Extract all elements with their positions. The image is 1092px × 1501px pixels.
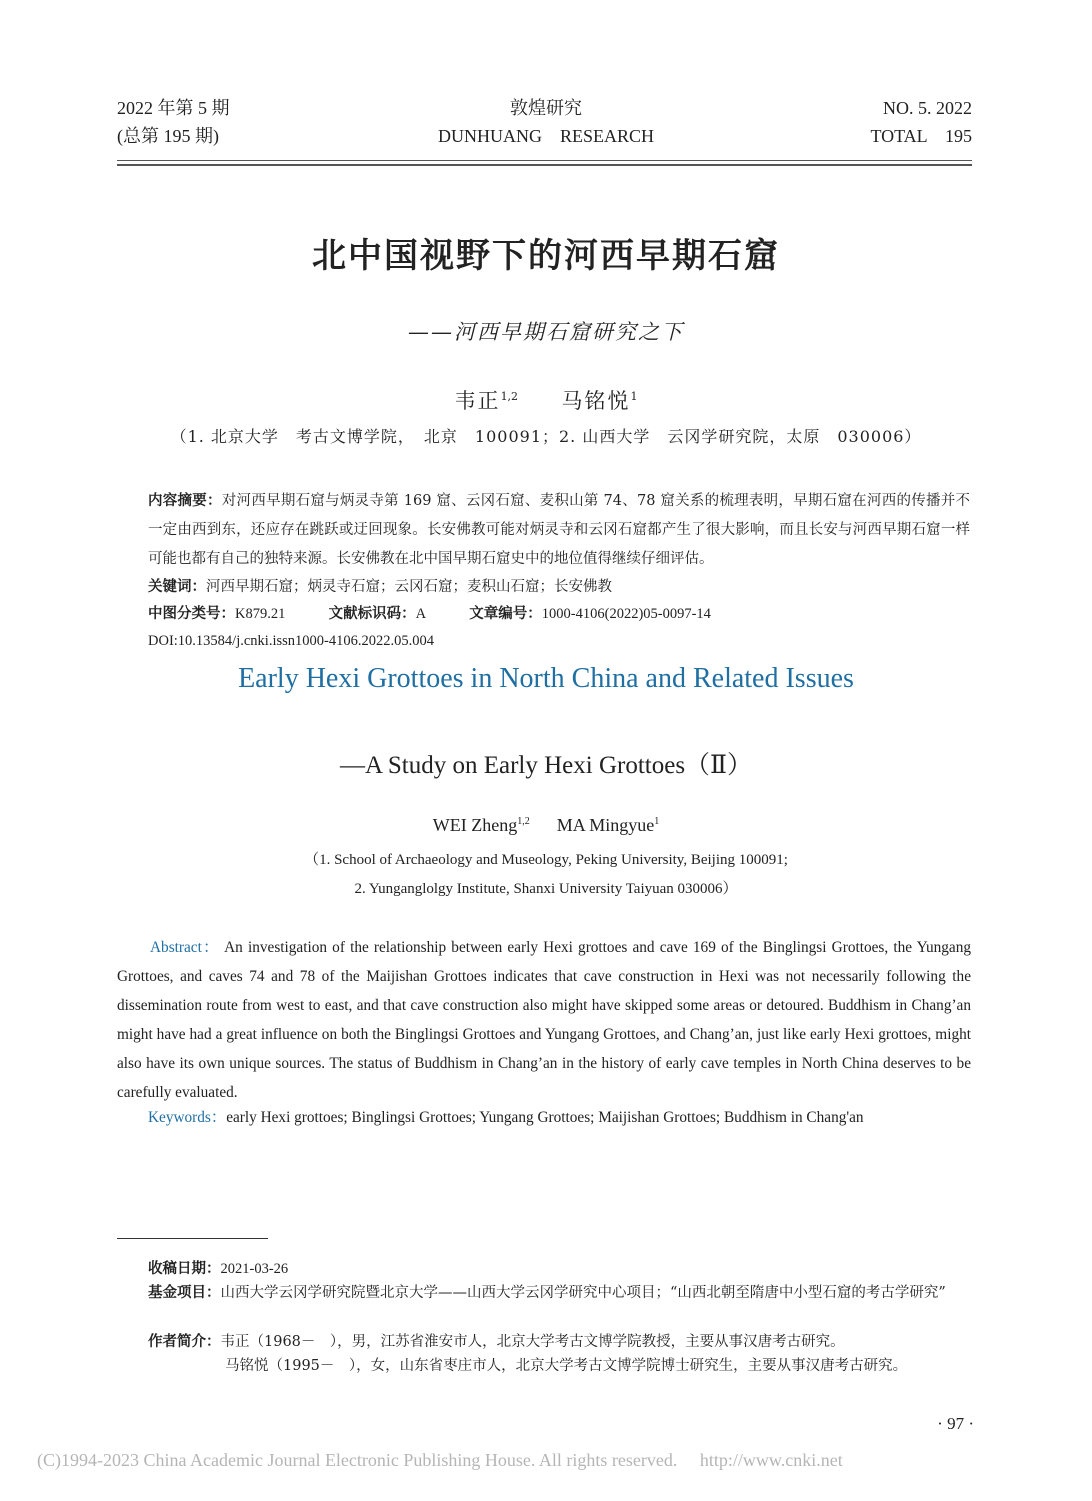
author-2-en: MA Mingyue: [556, 815, 655, 835]
doc-code-value: A: [415, 606, 427, 622]
keywords-cn-text: 河西早期石窟；炳灵寺石窟；云冈石窟；麦积山石窟；长安佛教: [206, 579, 612, 595]
author-2-cn: 马铭悦: [561, 389, 631, 413]
clc-value: K879.21: [235, 606, 286, 622]
authors-cn: [0, 385, 1092, 415]
copyright-watermark: (C)1994-2023 China Academic Journal Electronic Publishing House. All rights reserved. http://www.cnki.net: [37, 1450, 843, 1470]
classification-line: [148, 601, 711, 627]
author-1-en: WEI Zheng: [432, 815, 518, 835]
affiliation-en: [0, 846, 1092, 904]
affiliation-en-line-2: 2. Yunganglolgy Institute, Shanxi University Taiyuan 030006）: [354, 881, 738, 897]
author-1-affil-cn: 1,2: [500, 390, 519, 403]
author-bios: [148, 1330, 970, 1378]
abstract-cn: [148, 486, 970, 574]
author-bio-1: 韦正（1968－ ），男，江苏省淮安市人，北京大学考古文博学院教授，主要从事汉唐考古研究。: [220, 1334, 845, 1350]
total-no-en: TOTAL 195: [870, 126, 972, 146]
received-date-value: 2021-03-26: [220, 1261, 289, 1277]
issue-number: 2022 年第 5 期: [117, 98, 230, 118]
author-2-affil-cn: 1: [630, 390, 638, 403]
keywords-en-label: Keywords：: [148, 1109, 227, 1126]
abstract-en: [117, 933, 971, 1107]
abstract-en-text: An investigation of the relationship between early Hexi grottoes and cave 169 of the Binglingsi Grottoes, the Yungang Grottoes, and caves 74 and 78 of the Maijishan Grottoes indicates that cave construction in Hexi was not necessarily following the dissemination route from west to east, and that cave construction also might have skipped some areas or detoured. Buddhism in Chang’an might have had a great influence on both the Binglingsi Grottoes and Yungang Grottoes, and Chang’an, just like early Hexi grottoes, might also have its own unique sources. The status of Buddhism in Chang’an in the history of early cave temples in North China deserves to be carefully evaluated.: [117, 939, 972, 1101]
article-subtitle-en: —A Study on Early Hexi Grottoes（Ⅱ）: [339, 752, 753, 779]
journal-name-en: DUNHUANG RESEARCH: [437, 126, 654, 146]
doi: DOI:10.13584/j.cnki.issn1000-4106.2022.05.004: [148, 633, 434, 649]
authors-en: [0, 815, 1092, 836]
doc-code-label: 文献标识码：: [328, 605, 416, 622]
clc-label: 中图分类号：: [148, 605, 235, 622]
fund-project: [148, 1281, 970, 1305]
received-date-label: 收稿日期：: [148, 1260, 221, 1277]
article-no-value: 1000-4106(2022)05-0097-14: [541, 606, 711, 622]
page-number: · 97 ·: [937, 1414, 974, 1433]
journal-name-cn: 敦煌研究: [510, 98, 582, 118]
article-title-en: Early Hexi Grottoes in North China and Related Issues: [238, 663, 854, 694]
keywords-cn-label: 关键词：: [148, 578, 206, 595]
keywords-cn: [148, 574, 612, 600]
received-date: [148, 1257, 970, 1281]
author-1-affil-en: 1,2: [517, 816, 530, 827]
abstract-cn-text: 对河西早期石窟与炳灵寺第 169 窟、云冈石窟、麦积山第 74、78 窟关系的梳理表明，早期石窟在河西的传播并不一定由西到东，还应存在跳跃或迂回现象。长安佛教可能对炳灵寺和云冈石窟都产生了很大影响，而且长安与河西早期石窟一样可能也都有自己的独特来源。长安佛教在北中国早期石窟史中的地位值得继续仔细评估。: [148, 493, 970, 567]
issue-no-en: NO. 5. 2022: [883, 98, 972, 118]
article-subtitle-cn: ——河西早期石窟研究之下: [408, 320, 684, 344]
keywords-en-text: early Hexi grottoes; Binglingsi Grottoes; Yungang Grottoes; Maijishan Grottoes; Buddhism in Chang'an: [226, 1109, 864, 1126]
abstract-cn-label: 内容摘要：: [148, 492, 222, 509]
author-bio-label: 作者简介：: [148, 1333, 221, 1350]
author-1-cn: 韦正: [454, 389, 501, 413]
fund-project-label: 基金项目：: [148, 1284, 221, 1301]
fund-project-text: 山西大学云冈学研究院暨北京大学——山西大学云冈学研究中心项目；“山西北朝至隋唐中小型石窟的考古学研究”: [220, 1285, 946, 1301]
article-title-cn: 北中国视野下的河西早期石窟: [312, 236, 780, 276]
affiliation-en-line-1: （1. School of Archaeology and Museology, Peking University, Beijing 100091;: [304, 852, 788, 868]
author-2-affil-en: 1: [654, 816, 660, 827]
total-issue-number: (总第 195 期): [117, 126, 219, 146]
affiliation-cn: （1. 北京大学 考古文博学院， 北京 100091；2. 山西大学 云冈学研究院，太原 030006）: [170, 427, 922, 446]
header-rule-thin: [117, 160, 972, 161]
article-no-label: 文章编号：: [469, 605, 542, 622]
header-rule-thick: [117, 164, 972, 166]
running-header-right: [870, 94, 972, 150]
author-bio-2: 马铭悦（1995－ ），女，山东省枣庄市人，北京大学考古文博学院博士研究生，主要从事汉唐考古研究。: [225, 1358, 908, 1374]
keywords-en: [148, 1105, 864, 1131]
abstract-en-label: Abstract：: [150, 939, 220, 956]
footnote-rule: [117, 1238, 268, 1239]
